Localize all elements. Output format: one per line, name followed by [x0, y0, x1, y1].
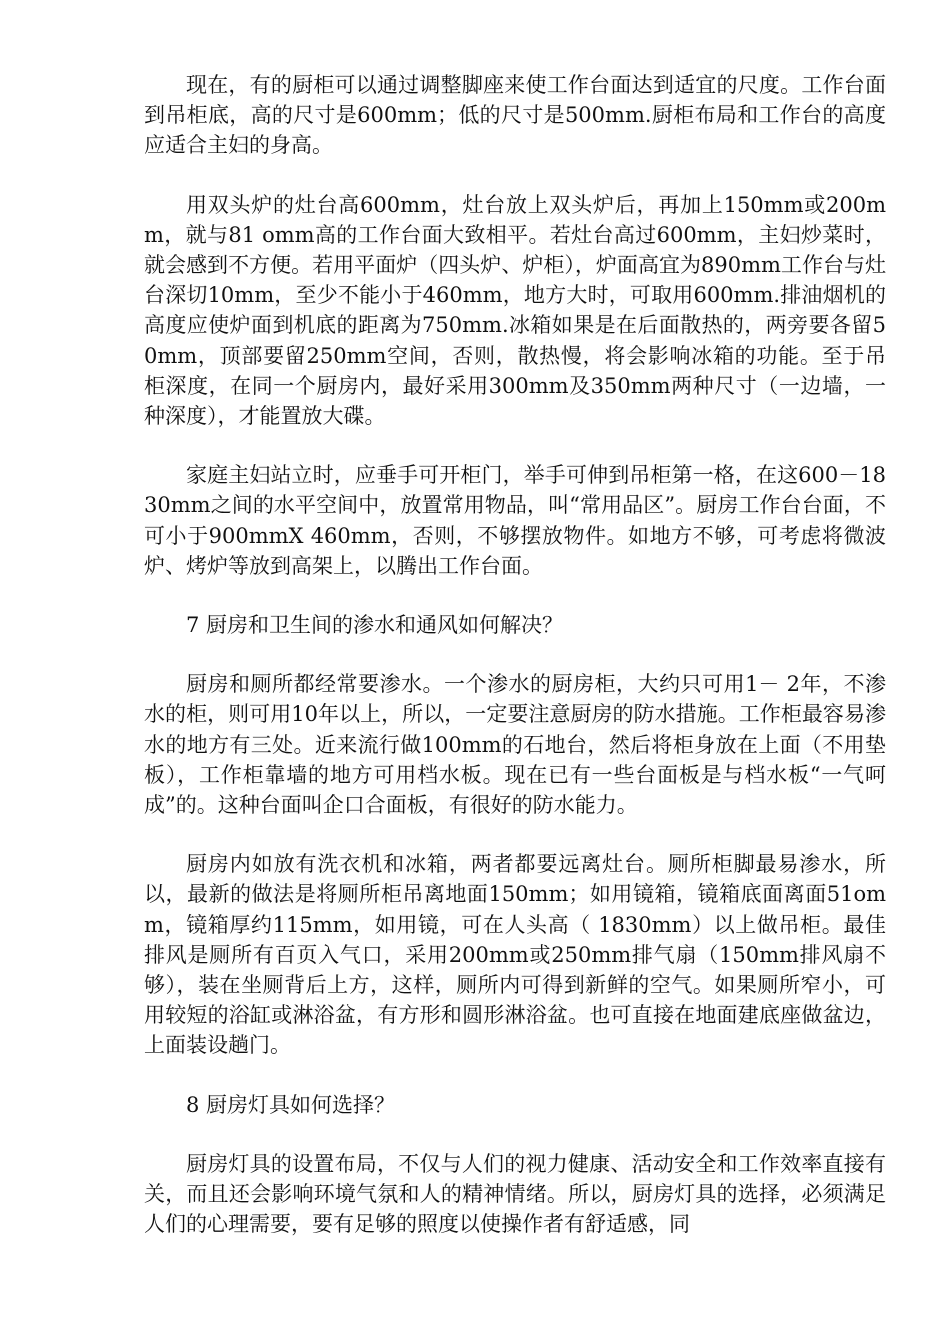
paragraph-ventilation: 厨房内如放有洗衣机和冰箱，两者都要远离灶台。厕所柜脚最易渗水，所以，最新的做法是将厕所柜吊离地面150mm；如用镜箱，镜箱底面离面51omm，镜箱厚约115mm，如用镜，可在人头高（ 1830mm）以上做吊柜。最佳排风是厕所有百页入气口，采用200mm或250mm排气扇（150mm排风扇不够），装在坐厕背后上方，这样，厕所内可得到新鲜的空气。如果厕所窄小，可用较短的浴缸或淋浴盆，有方形和圆形淋浴盆。也可直接在地面建底座做盆边，上面装设趟门。 — [144, 852, 886, 1058]
section-heading-7: 7 厨房和卫生间的渗水和通风如何解决？ — [186, 613, 564, 638]
paragraph-stove-dimensions: 用双头炉的灶台高600mm，灶台放上双头炉后，再加上150mm或200mm，就与81 omm高的工作台面大致相平。若灶台高过600mm，主妇炒菜时，就会感到不方便。若用平面炉（四头炉、炉柜），炉面高宜为890mm工作台与灶台深切10mm，至少不能小于460mm，地方大时，可取用600mm.排油烟机的高度应使炉面到机底的距离为750mm.冰箱如果是在后面散热的，两旁要各留50mm，顶部要留250mm空间，否则，散热慢，将会影响冰箱的功能。至于吊柜深度，在同一个厨房内，最好采用300mm及350mm两种尺寸（一边墙，一种深度），才能置放大碟。 — [144, 192, 886, 429]
document-page — [144, 70, 886, 1269]
paragraph-storage-zone: 家庭主妇站立时，应垂手可开柜门，举手可伸到吊柜第一格，在这600－1830mm之间的水平空间中，放置常用物品，叫“常用品区”。厨房工作台台面，不可小于900mmX 460mm，否则，不够摆放物件。如地方不够，可考虑将微波炉、烤炉等放到高架上，以腾出工作台面。 — [144, 463, 886, 578]
paragraph-cabinet-height: 现在，有的厨柜可以通过调整脚座来使工作台面达到适宜的尺度。工作台面到吊柜底，高的尺寸是600mm；低的尺寸是500mm.厨柜布局和工作台的高度应适合主妇的身高。 — [144, 73, 886, 158]
section-heading-8: 8 厨房灯具如何选择？ — [186, 1092, 396, 1117]
paragraph-lighting: 厨房灯具的设置布局，不仅与人们的视力健康、活动安全和工作效率直接有关，而且还会影响环境气氛和人的精神情绪。所以，厨房灯具的选择，必须满足人们的心理需要，要有足够的照度以使操作者有舒适感，同 — [144, 1151, 886, 1237]
paragraph-waterproofing: 厨房和厕所都经常要渗水。一个渗水的厨房柜，大约只可用1－ 2年，不渗水的柜，则可用10年以上，所以，一定要注意厨房的防水措施。工作柜最容易渗水的地方有三处。近来流行做100mm的石地台，然后将柜身放在上面（不用垫板），工作柜靠墙的地方可用档水板。现在已有一些台面板是与档水板“一气呵成”的。这种台面叫企口合面板，有很好的防水能力。 — [144, 672, 886, 818]
